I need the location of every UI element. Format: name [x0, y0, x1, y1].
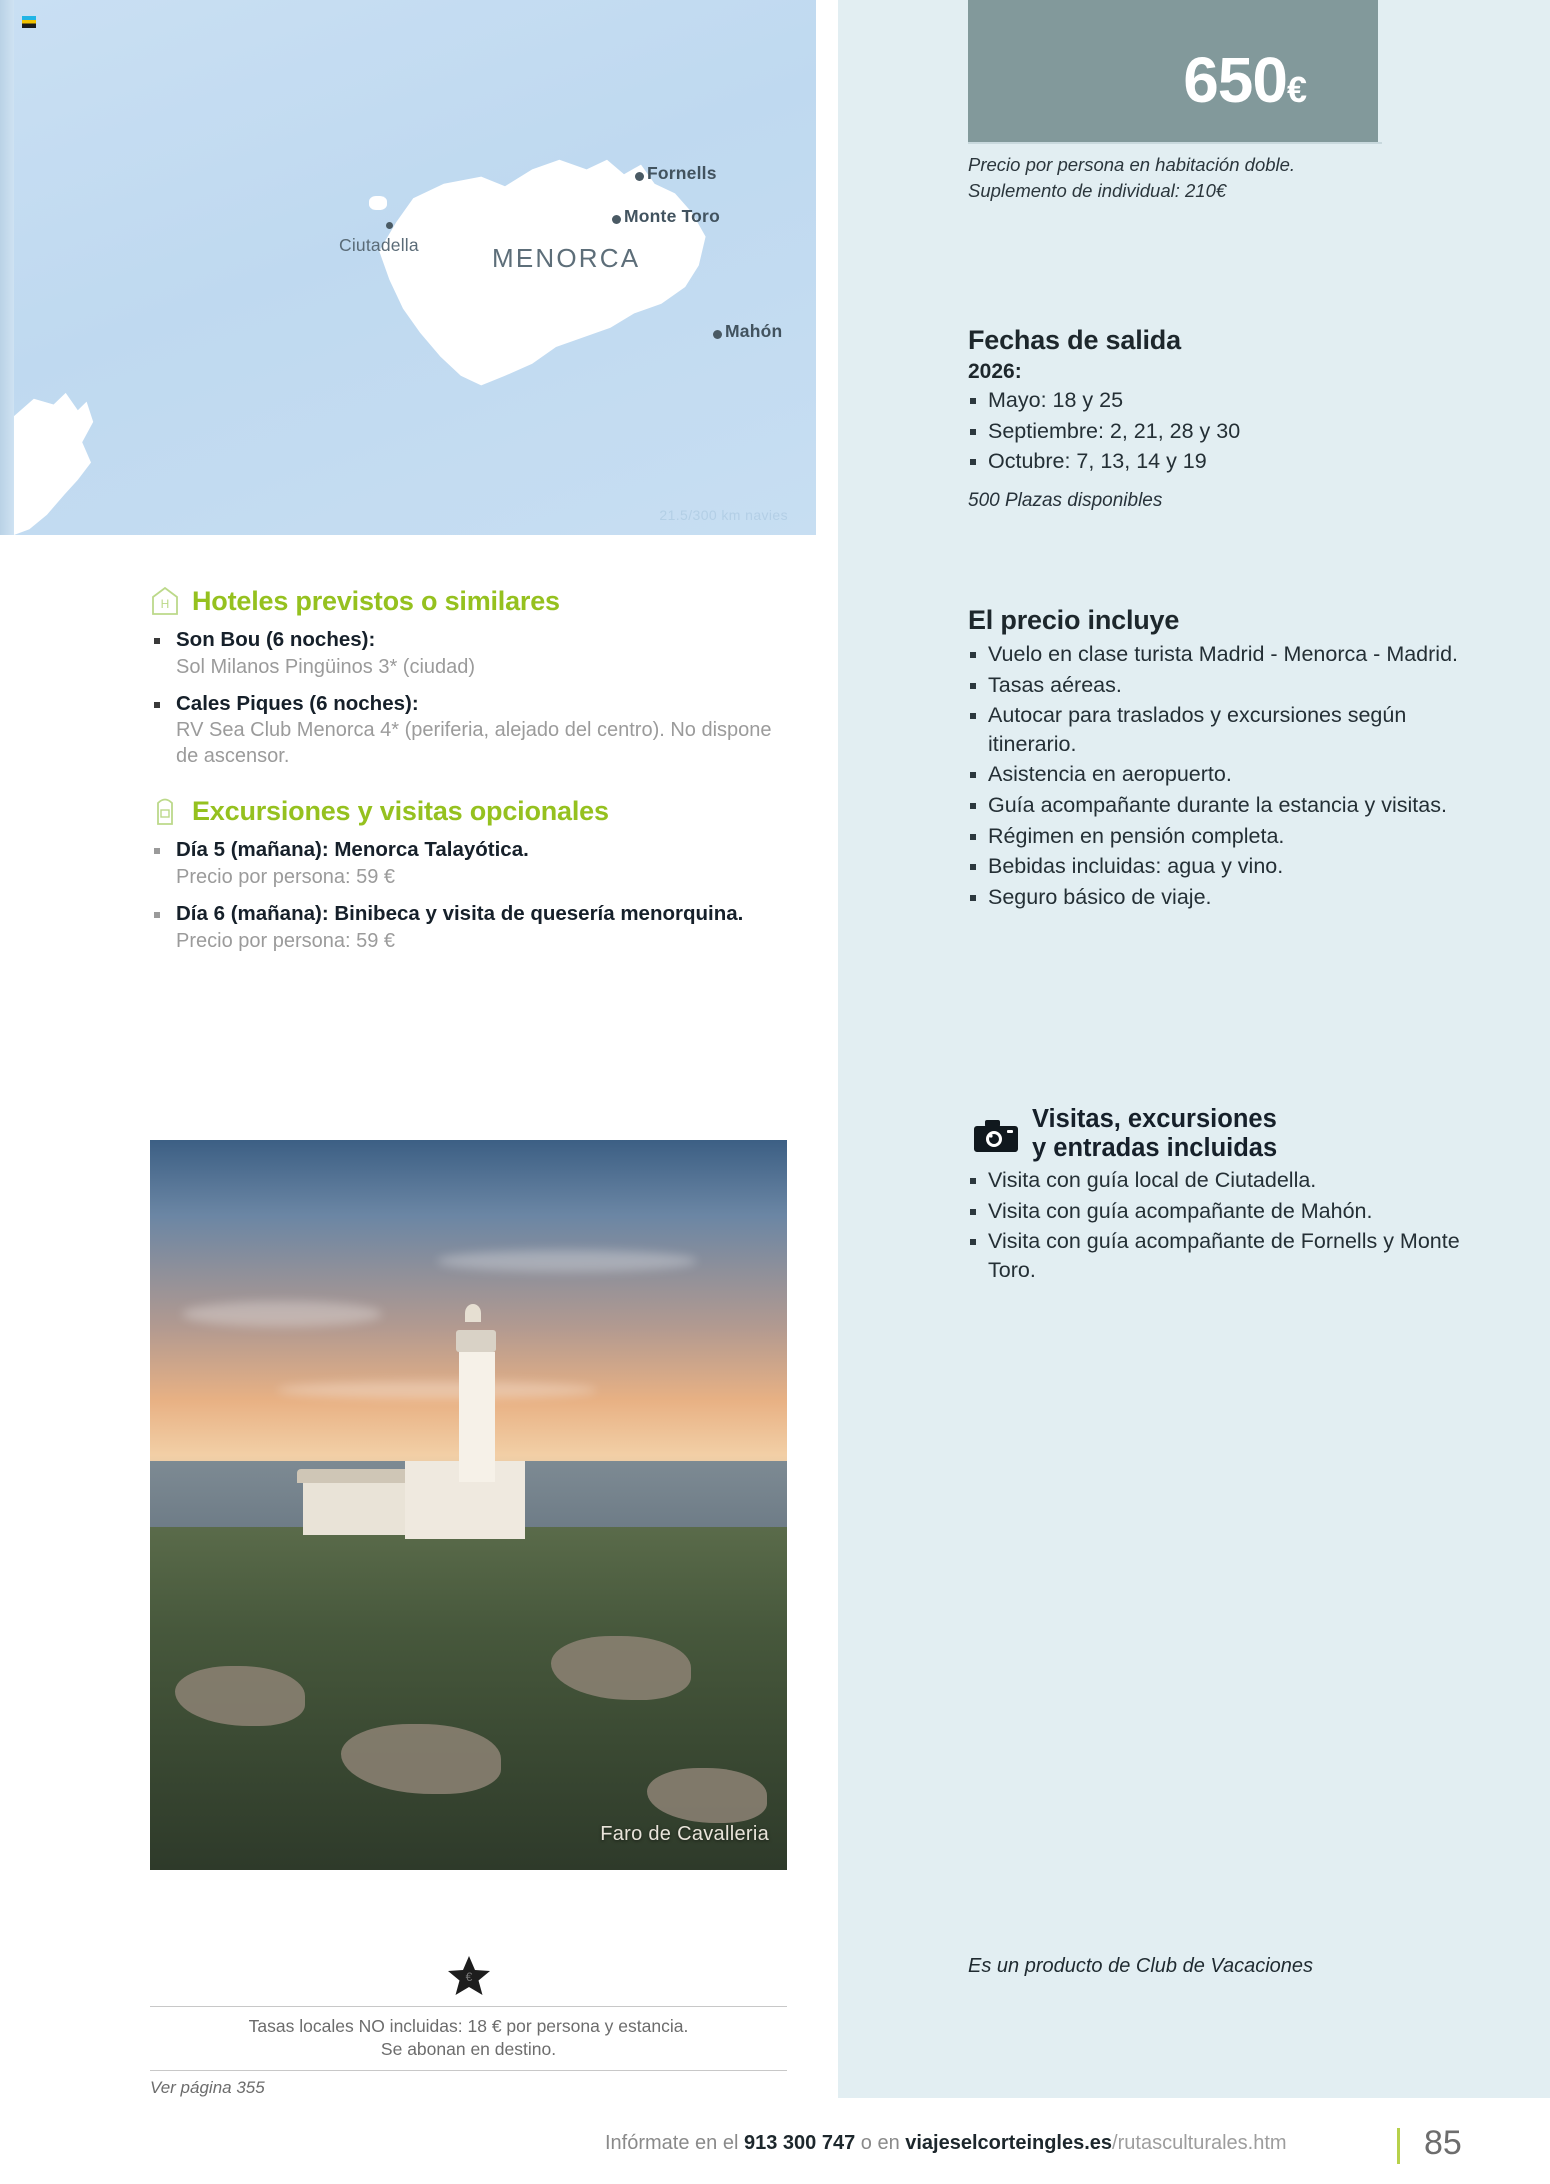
excursion-detail: Precio por persona: 59 €	[176, 929, 396, 952]
list-item: Autocar para traslados y excursiones según itinerario.	[968, 701, 1468, 758]
list-item	[150, 901, 790, 954]
fees-star-wrap	[150, 1955, 787, 2002]
price-number: 650	[1183, 44, 1287, 116]
list-item	[150, 691, 790, 770]
excursion-title: Día 5 (mañana): Menorca Talayótica.	[176, 838, 529, 862]
price-note	[968, 152, 1438, 205]
price-divider	[968, 142, 1382, 144]
hotel-detail: RV Sea Club Menorca 4* (periferia, alejado del centro). No dispone de ascensor.	[176, 719, 772, 768]
lighthouse-top	[465, 1304, 481, 1322]
hotel-title: Cales Piques (6 noches):	[176, 691, 419, 715]
local-fees-box	[150, 2006, 787, 2071]
cloud	[437, 1250, 697, 1272]
list-item	[150, 837, 790, 890]
see-page-link[interactable]: Ver página 355	[150, 2078, 265, 2097]
footer-contact-text	[605, 2132, 1287, 2155]
page-number: 85	[1424, 2124, 1462, 2162]
islet-shape	[369, 196, 387, 210]
departures-list	[968, 386, 1436, 476]
product-note: Es un producto de Club de Vacaciones	[968, 1955, 1314, 1977]
list-item: Bebidas incluidas: agua y vino.	[968, 852, 1468, 881]
list-item	[150, 627, 790, 680]
list-item: Vuelo en clase turista Madrid - Menorca - Madrid.	[968, 640, 1468, 669]
list-item: Visita con guía acompañante de Fornells y Monte Toro.	[968, 1227, 1468, 1284]
price-note-line2: Suplemento de individual: 210€	[968, 180, 1227, 202]
map-dot-monte-toro	[612, 215, 621, 224]
list-item: Guía acompañante durante la estancia y visitas.	[968, 791, 1468, 820]
footer-phone[interactable]: 913 300 747	[743, 2132, 856, 2154]
hotel-icon	[150, 585, 180, 617]
excursion-title: Día 6 (mañana): Binibeca y visita de quesería menorquina.	[176, 901, 744, 925]
menorca-map	[14, 0, 816, 535]
visits-section	[968, 1105, 1468, 1286]
list-item: Mayo: 18 y 25	[968, 386, 1436, 415]
lighthouse-photo	[150, 1140, 787, 1870]
star-icon	[447, 1955, 491, 1997]
map-label-fornells: Fornells	[647, 163, 717, 183]
page-footer	[0, 2118, 1550, 2184]
fees-line1: Tasas locales NO incluidas: 18 € por persona y estancia.	[248, 2016, 689, 2036]
svg-text:H: H	[160, 597, 170, 611]
left-content-column	[150, 585, 790, 965]
footer-middle: o en	[855, 2132, 906, 2154]
includes-list	[968, 640, 1468, 911]
cloud	[182, 1301, 382, 1327]
departures-year: 2026:	[968, 360, 1022, 383]
includes-section	[968, 605, 1468, 913]
price-currency: €	[1286, 69, 1306, 110]
list-item: Visita con guía acompañante de Mahón.	[968, 1197, 1468, 1226]
registration-crop-mark	[22, 16, 36, 28]
footer-url-path[interactable]: /rutasculturales.htm	[1112, 2132, 1287, 2154]
svg-text:€: €	[465, 1970, 472, 1984]
map-label-menorca: MENORCA	[492, 243, 641, 273]
visits-heading-wrap	[968, 1105, 1468, 1162]
page-left-edge	[0, 0, 14, 535]
cloud	[277, 1381, 597, 1399]
list-item: Octubre: 7, 13, 14 y 19	[968, 447, 1436, 476]
departures-heading: Fechas de salida	[968, 325, 1181, 355]
map-scale-text: 21.5/300 km navies	[659, 507, 788, 523]
visits-heading-line1: Visitas, excursiones	[1032, 1105, 1277, 1133]
map-label-monte-toro: Monte Toro	[624, 206, 720, 226]
list-item: Visita con guía local de Ciutadella.	[968, 1166, 1468, 1195]
excursions-heading-wrap	[150, 795, 790, 827]
footer-divider	[1397, 2128, 1400, 2164]
lighthouse-tower	[459, 1352, 495, 1482]
list-item: Tasas aéreas.	[968, 671, 1468, 700]
hotel-title: Son Bou (6 noches):	[176, 628, 376, 651]
includes-heading: El precio incluye	[968, 605, 1180, 635]
list-item: Asistencia en aeropuerto.	[968, 760, 1468, 789]
departures-availability: 500 Plazas disponibles	[968, 489, 1163, 511]
map-dot-ciutadella	[386, 222, 393, 229]
hotels-heading: Hoteles previstos o similares	[192, 585, 560, 616]
hotels-heading-wrap	[150, 585, 790, 617]
price-badge	[968, 0, 1378, 142]
price-note-line1: Precio por persona en habitación doble.	[968, 154, 1296, 175]
list-item: Régimen en pensión completa.	[968, 822, 1468, 851]
outbuilding	[303, 1483, 413, 1535]
hotels-list	[150, 627, 790, 769]
excursions-heading: Excursiones y visitas opcionales	[192, 795, 609, 826]
photo-caption: Faro de Cavalleria	[600, 1823, 769, 1845]
lighthouse-lamp	[456, 1330, 496, 1352]
price-amount	[1183, 44, 1306, 116]
excursions-list	[150, 837, 790, 953]
map-dot-fornells	[635, 172, 644, 181]
fees-line2: Se abonan en destino.	[380, 2038, 557, 2059]
outbuilding-roof	[297, 1469, 415, 1483]
footer-url[interactable]: viajeselcorteingles.es	[905, 2132, 1113, 2154]
map-label-mahon: Mahón	[725, 321, 783, 341]
visits-heading-line2: y entradas incluidas	[1032, 1133, 1278, 1162]
right-info-column	[838, 0, 1550, 2098]
excursion-detail: Precio por persona: 59 €	[176, 865, 396, 888]
list-item: Seguro básico de viaje.	[968, 883, 1468, 912]
map-label-ciutadella: Ciutadella	[339, 235, 419, 255]
hotel-detail: Sol Milanos Pingüinos 3* (ciudad)	[176, 655, 476, 678]
departures-section	[968, 325, 1436, 512]
backpack-icon	[150, 795, 180, 827]
visits-list	[968, 1166, 1468, 1284]
list-item: Septiembre: 2, 21, 28 y 30	[968, 417, 1436, 446]
map-dot-mahon	[713, 330, 722, 339]
footer-prefix: Infórmate en el	[605, 2132, 744, 2154]
camera-icon	[974, 1119, 1018, 1152]
